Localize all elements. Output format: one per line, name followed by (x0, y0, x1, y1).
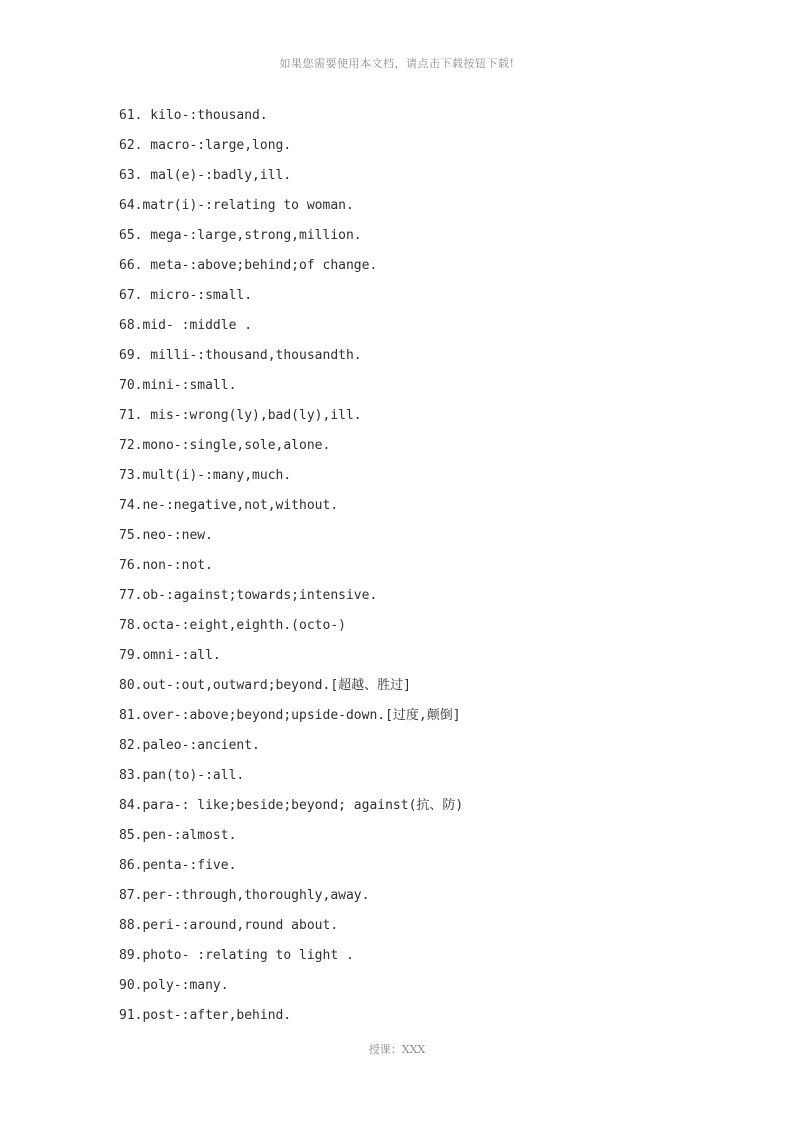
instructor-footer: 授课：XXX (368, 1043, 426, 1056)
list-item: 86.penta-:five. (119, 858, 237, 873)
list-item: 68.mid- :middle . (119, 318, 253, 333)
list-item: 77.ob-:against;towards;intensive. (119, 588, 378, 603)
prefix-list (119, 106, 739, 1036)
list-item: 64.matr(i)-:relating to woman. (119, 198, 354, 213)
download-notice: 如果您需要使用本文档，请点击下载按钮下载! (279, 57, 515, 70)
list-item: 90.poly-:many. (119, 978, 229, 993)
list-item: 81.over-:above;beyond;upside-down.[过度,颠倒] (119, 708, 461, 723)
list-item: 73.mult(i)-:many,much. (119, 468, 292, 483)
list-item: 62. macro-:large,long. (119, 138, 292, 153)
list-item: 91.post-:after,behind. (119, 1008, 292, 1023)
list-item: 85.pen-:almost. (119, 828, 237, 843)
list-item: 71. mis-:wrong(ly),bad(ly),ill. (119, 408, 362, 423)
list-item: 79.omni-:all. (119, 648, 221, 663)
list-item: 70.mini-:small. (119, 378, 237, 393)
list-item: 75.neo-:new. (119, 528, 213, 543)
list-item: 61. kilo-:thousand. (119, 108, 268, 123)
list-item: 66. meta-:above;behind;of change. (119, 258, 378, 273)
list-item: 69. milli-:thousand,thousandth. (119, 348, 362, 363)
list-item: 83.pan(to)-:all. (119, 768, 245, 783)
list-item: 87.per-:through,thoroughly,away. (119, 888, 370, 903)
list-item: 65. mega-:large,strong,million. (119, 228, 362, 243)
list-item: 78.octa-:eight,eighth.(octo-) (119, 618, 346, 633)
list-item: 88.peri-:around,round about. (119, 918, 339, 933)
list-item: 67. micro-:small. (119, 288, 253, 303)
list-item: 76.non-:not. (119, 558, 213, 573)
list-item: 82.paleo-:ancient. (119, 738, 260, 753)
list-item: 63. mal(e)-:badly,ill. (119, 168, 292, 183)
list-item: 80.out-:out,outward;beyond.[超越、胜过] (119, 678, 411, 693)
list-item: 72.mono-:single,sole,alone. (119, 438, 331, 453)
list-item: 89.photo- :relating to light . (119, 948, 354, 963)
list-item: 84.para-: like;beside;beyond; against(抗、防) (119, 798, 464, 813)
list-item: 74.ne-:negative,not,without. (119, 498, 339, 513)
